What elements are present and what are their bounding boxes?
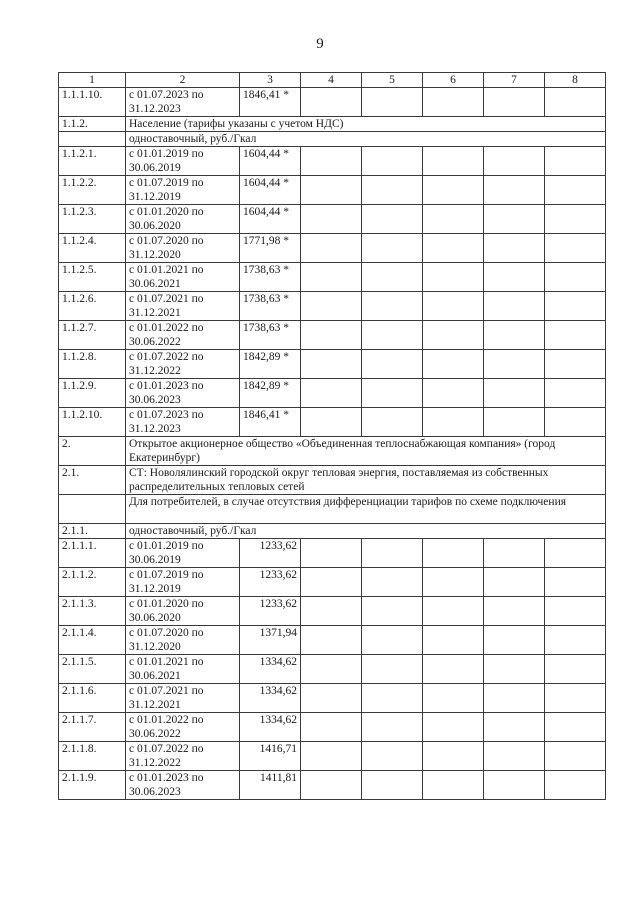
empty-cell bbox=[362, 684, 423, 713]
section-row bbox=[59, 495, 606, 524]
tariff-value-cell: 1233,62 bbox=[240, 539, 301, 568]
tariff-value-cell: 1604,44 * bbox=[240, 176, 301, 205]
empty-cell bbox=[484, 292, 545, 321]
empty-cell bbox=[545, 263, 606, 292]
empty-cell bbox=[301, 742, 362, 771]
empty-cell bbox=[545, 292, 606, 321]
empty-cell bbox=[423, 626, 484, 655]
empty-cell bbox=[301, 147, 362, 176]
header-cell: 1 bbox=[59, 73, 126, 88]
empty-cell bbox=[484, 771, 545, 800]
tariff-value-cell: 1842,89 * bbox=[240, 350, 301, 379]
tariff-row bbox=[59, 350, 606, 379]
empty-cell bbox=[484, 655, 545, 684]
row-code-cell: 1.1.2. bbox=[59, 117, 126, 132]
period-cell: с 01.07.2019 по 31.12.2019 bbox=[126, 176, 240, 205]
empty-cell bbox=[484, 626, 545, 655]
tariff-row bbox=[59, 321, 606, 350]
empty-cell bbox=[362, 626, 423, 655]
period-cell: с 01.07.2021 по 31.12.2021 bbox=[126, 684, 240, 713]
period-cell: с 01.07.2021 по 31.12.2021 bbox=[126, 292, 240, 321]
empty-cell bbox=[362, 539, 423, 568]
empty-cell bbox=[301, 626, 362, 655]
empty-cell bbox=[301, 292, 362, 321]
section-row bbox=[59, 524, 606, 539]
empty-cell bbox=[301, 205, 362, 234]
empty-cell bbox=[484, 350, 545, 379]
period-cell: с 01.07.2023 по 31.12.2023 bbox=[126, 88, 240, 117]
header-cell: 7 bbox=[484, 73, 545, 88]
empty-cell bbox=[362, 771, 423, 800]
row-code-cell: 2.1.1.6. bbox=[59, 684, 126, 713]
row-code-cell: 2.1.1.9. bbox=[59, 771, 126, 800]
empty-cell bbox=[484, 205, 545, 234]
empty-cell bbox=[545, 147, 606, 176]
empty-cell bbox=[423, 292, 484, 321]
row-code-cell: 1.1.2.7. bbox=[59, 321, 126, 350]
tariff-table bbox=[58, 72, 606, 800]
empty-cell bbox=[484, 321, 545, 350]
tariff-row bbox=[59, 684, 606, 713]
row-code-cell: 2.1.1.2. bbox=[59, 568, 126, 597]
tariff-row bbox=[59, 568, 606, 597]
section-row bbox=[59, 466, 606, 495]
empty-cell bbox=[362, 742, 423, 771]
empty-cell bbox=[545, 713, 606, 742]
empty-cell bbox=[423, 655, 484, 684]
empty-cell bbox=[545, 176, 606, 205]
empty-cell bbox=[484, 176, 545, 205]
section-title-cell: Открытое акционерное общество «Объединенная теплоснабжающая компания» (город Екатеринбург) bbox=[126, 437, 606, 466]
period-cell: с 01.01.2022 по 30.06.2022 bbox=[126, 321, 240, 350]
tariff-value-cell: 1738,63 * bbox=[240, 263, 301, 292]
empty-cell bbox=[362, 379, 423, 408]
empty-cell bbox=[362, 234, 423, 263]
tariff-row bbox=[59, 713, 606, 742]
tariff-value-cell: 1604,44 * bbox=[240, 205, 301, 234]
period-cell: с 01.01.2023 по 30.06.2023 bbox=[126, 379, 240, 408]
empty-cell bbox=[484, 147, 545, 176]
empty-cell bbox=[423, 205, 484, 234]
tariff-value-cell: 1842,89 * bbox=[240, 379, 301, 408]
period-cell: с 01.07.2020 по 31.12.2020 bbox=[126, 234, 240, 263]
empty-cell bbox=[423, 321, 484, 350]
tariff-value-cell: 1371,94 bbox=[240, 626, 301, 655]
tariff-value-cell: 1604,44 * bbox=[240, 147, 301, 176]
row-code-cell: 1.1.2.4. bbox=[59, 234, 126, 263]
tariff-row bbox=[59, 597, 606, 626]
empty-cell bbox=[484, 684, 545, 713]
tariff-row bbox=[59, 626, 606, 655]
empty-cell bbox=[545, 626, 606, 655]
row-code-cell: 2.1.1.4. bbox=[59, 626, 126, 655]
period-cell: с 01.07.2019 по 31.12.2019 bbox=[126, 568, 240, 597]
empty-cell bbox=[484, 379, 545, 408]
empty-cell bbox=[301, 263, 362, 292]
row-code-cell bbox=[59, 132, 126, 147]
empty-cell bbox=[423, 771, 484, 800]
row-code-cell: 2. bbox=[59, 437, 126, 466]
empty-cell bbox=[545, 350, 606, 379]
period-cell: с 01.01.2019 по 30.06.2019 bbox=[126, 539, 240, 568]
empty-cell bbox=[423, 379, 484, 408]
period-cell: с 01.01.2023 по 30.06.2023 bbox=[126, 771, 240, 800]
empty-cell bbox=[423, 568, 484, 597]
tariff-row bbox=[59, 205, 606, 234]
tariff-value-cell: 1233,62 bbox=[240, 597, 301, 626]
empty-cell bbox=[301, 597, 362, 626]
tariff-row bbox=[59, 88, 606, 117]
row-code-cell: 2.1. bbox=[59, 466, 126, 495]
row-code-cell: 1.1.2.6. bbox=[59, 292, 126, 321]
row-code-cell: 2.1.1.7. bbox=[59, 713, 126, 742]
tariff-value-cell: 1846,41 * bbox=[240, 408, 301, 437]
empty-cell bbox=[545, 321, 606, 350]
empty-cell bbox=[545, 379, 606, 408]
header-cell: 4 bbox=[301, 73, 362, 88]
tariff-value-cell: 1738,63 * bbox=[240, 321, 301, 350]
period-cell: с 01.07.2020 по 31.12.2020 bbox=[126, 626, 240, 655]
empty-cell bbox=[301, 568, 362, 597]
tariff-value-cell: 1334,62 bbox=[240, 684, 301, 713]
empty-cell bbox=[301, 684, 362, 713]
tariff-value-cell: 1416,71 bbox=[240, 742, 301, 771]
period-cell: с 01.01.2019 по 30.06.2019 bbox=[126, 147, 240, 176]
row-code-cell: 1.1.2.3. bbox=[59, 205, 126, 234]
section-title-cell: одноставочный, руб./Гкал bbox=[126, 132, 606, 147]
empty-cell bbox=[545, 205, 606, 234]
row-code-cell: 2.1.1.3. bbox=[59, 597, 126, 626]
empty-cell bbox=[545, 684, 606, 713]
period-cell: с 01.01.2022 по 30.06.2022 bbox=[126, 713, 240, 742]
section-title-cell: одноставочный, руб./Гкал bbox=[126, 524, 606, 539]
empty-cell bbox=[423, 408, 484, 437]
empty-cell bbox=[301, 771, 362, 800]
row-code-cell bbox=[59, 495, 126, 524]
period-cell: с 01.01.2021 по 30.06.2021 bbox=[126, 263, 240, 292]
empty-cell bbox=[484, 88, 545, 117]
empty-cell bbox=[545, 408, 606, 437]
empty-cell bbox=[301, 176, 362, 205]
empty-cell bbox=[423, 742, 484, 771]
tariff-row bbox=[59, 408, 606, 437]
empty-cell bbox=[484, 234, 545, 263]
tariff-row bbox=[59, 147, 606, 176]
tariff-row bbox=[59, 771, 606, 800]
empty-cell bbox=[423, 350, 484, 379]
empty-cell bbox=[301, 234, 362, 263]
tariff-value-cell: 1334,62 bbox=[240, 655, 301, 684]
row-code-cell: 2.1.1.5. bbox=[59, 655, 126, 684]
empty-cell bbox=[423, 147, 484, 176]
empty-cell bbox=[484, 742, 545, 771]
row-code-cell: 1.1.2.8. bbox=[59, 350, 126, 379]
row-code-cell: 1.1.1.10. bbox=[59, 88, 126, 117]
empty-cell bbox=[301, 88, 362, 117]
row-code-cell: 2.1.1. bbox=[59, 524, 126, 539]
empty-cell bbox=[545, 597, 606, 626]
empty-cell bbox=[545, 568, 606, 597]
period-cell: с 01.01.2020 по 30.06.2020 bbox=[126, 597, 240, 626]
header-cell: 8 bbox=[545, 73, 606, 88]
tariff-value-cell: 1771,98 * bbox=[240, 234, 301, 263]
empty-cell bbox=[362, 292, 423, 321]
header-cell: 5 bbox=[362, 73, 423, 88]
section-title-cell: СТ: Новолялинский городской округ тепловая энергия, поставляемая из собственных распределительных тепловых сетей bbox=[126, 466, 606, 495]
empty-cell bbox=[301, 350, 362, 379]
empty-cell bbox=[545, 742, 606, 771]
row-code-cell: 2.1.1.8. bbox=[59, 742, 126, 771]
empty-cell bbox=[362, 408, 423, 437]
empty-cell bbox=[301, 539, 362, 568]
tariff-row bbox=[59, 655, 606, 684]
empty-cell bbox=[423, 88, 484, 117]
empty-cell bbox=[545, 234, 606, 263]
empty-cell bbox=[484, 597, 545, 626]
section-title-cell: Население (тарифы указаны с учетом НДС) bbox=[126, 117, 606, 132]
empty-cell bbox=[301, 655, 362, 684]
empty-cell bbox=[301, 379, 362, 408]
header-cell: 3 bbox=[240, 73, 301, 88]
empty-cell bbox=[301, 713, 362, 742]
tariff-row bbox=[59, 379, 606, 408]
row-code-cell: 1.1.2.5. bbox=[59, 263, 126, 292]
empty-cell bbox=[301, 408, 362, 437]
tariff-row bbox=[59, 742, 606, 771]
empty-cell bbox=[423, 234, 484, 263]
row-code-cell: 1.1.2.2. bbox=[59, 176, 126, 205]
empty-cell bbox=[484, 713, 545, 742]
empty-cell bbox=[545, 655, 606, 684]
tariff-value-cell: 1738,63 * bbox=[240, 292, 301, 321]
header-cell: 2 bbox=[126, 73, 240, 88]
row-code-cell: 1.1.2.9. bbox=[59, 379, 126, 408]
empty-cell bbox=[545, 771, 606, 800]
table-body bbox=[59, 73, 606, 800]
empty-cell bbox=[484, 568, 545, 597]
empty-cell bbox=[484, 263, 545, 292]
tariff-value-cell: 1846,41 * bbox=[240, 88, 301, 117]
empty-cell bbox=[484, 408, 545, 437]
row-code-cell: 2.1.1.1. bbox=[59, 539, 126, 568]
section-title-cell: Для потребителей, в случае отсутствия дифференциации тарифов по схеме подключения bbox=[126, 495, 606, 524]
empty-cell bbox=[423, 713, 484, 742]
empty-cell bbox=[423, 263, 484, 292]
row-code-cell: 1.1.2.1. bbox=[59, 147, 126, 176]
tariff-row bbox=[59, 234, 606, 263]
row-code-cell: 1.1.2.10. bbox=[59, 408, 126, 437]
tariff-row bbox=[59, 263, 606, 292]
empty-cell bbox=[423, 176, 484, 205]
empty-cell bbox=[362, 147, 423, 176]
page-number: 9 bbox=[316, 36, 324, 52]
empty-cell bbox=[545, 88, 606, 117]
tariff-value-cell: 1411,81 bbox=[240, 771, 301, 800]
empty-cell bbox=[362, 350, 423, 379]
empty-cell bbox=[423, 539, 484, 568]
tariff-value-cell: 1334,62 bbox=[240, 713, 301, 742]
empty-cell bbox=[362, 205, 423, 234]
empty-cell bbox=[301, 321, 362, 350]
empty-cell bbox=[362, 321, 423, 350]
empty-cell bbox=[423, 684, 484, 713]
tariff-row bbox=[59, 292, 606, 321]
empty-cell bbox=[423, 597, 484, 626]
empty-cell bbox=[362, 568, 423, 597]
tariff-row bbox=[59, 176, 606, 205]
empty-cell bbox=[362, 176, 423, 205]
header-cell: 6 bbox=[423, 73, 484, 88]
period-cell: с 01.01.2020 по 30.06.2020 bbox=[126, 205, 240, 234]
period-cell: с 01.07.2022 по 31.12.2022 bbox=[126, 742, 240, 771]
empty-cell bbox=[362, 597, 423, 626]
period-cell: с 01.07.2023 по 31.12.2023 bbox=[126, 408, 240, 437]
empty-cell bbox=[484, 539, 545, 568]
table-header-row bbox=[59, 73, 606, 88]
empty-cell bbox=[545, 539, 606, 568]
empty-cell bbox=[362, 263, 423, 292]
empty-cell bbox=[362, 655, 423, 684]
empty-cell bbox=[362, 88, 423, 117]
empty-cell bbox=[362, 713, 423, 742]
tariff-row bbox=[59, 539, 606, 568]
tariff-value-cell: 1233,62 bbox=[240, 568, 301, 597]
period-cell: с 01.01.2021 по 30.06.2021 bbox=[126, 655, 240, 684]
period-cell: с 01.07.2022 по 31.12.2022 bbox=[126, 350, 240, 379]
section-row bbox=[59, 117, 606, 132]
section-row bbox=[59, 437, 606, 466]
section-row bbox=[59, 132, 606, 147]
